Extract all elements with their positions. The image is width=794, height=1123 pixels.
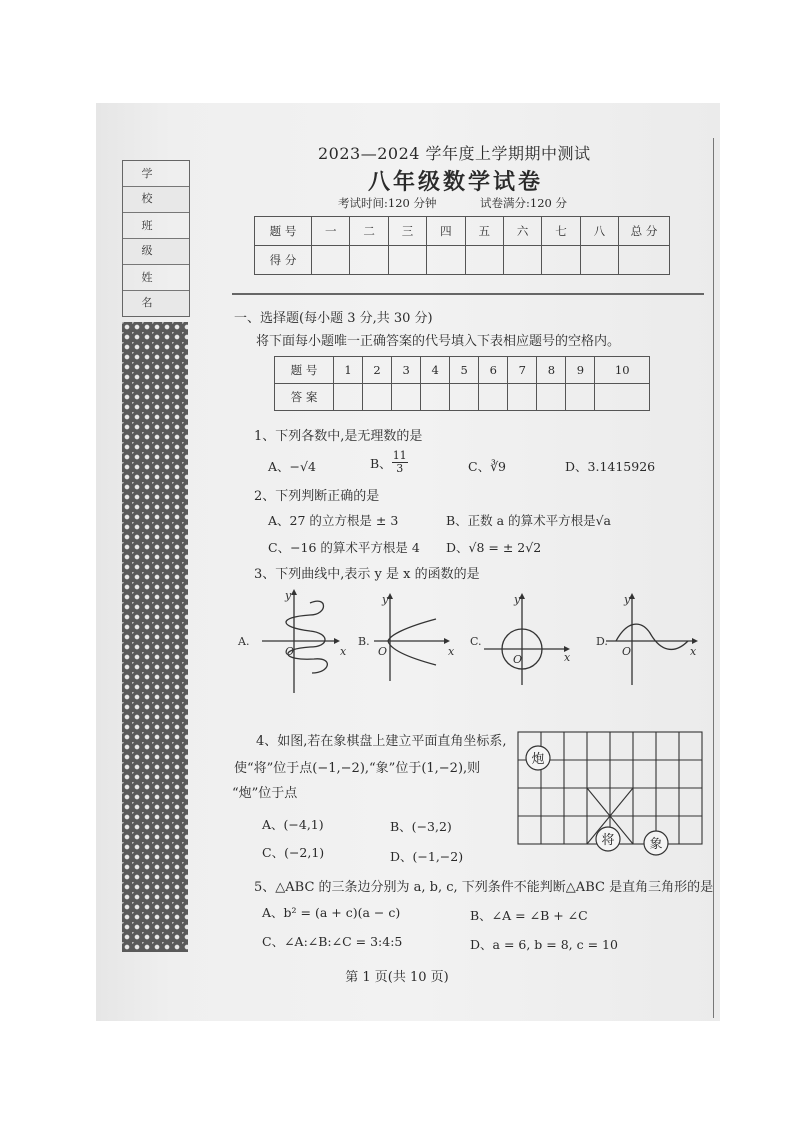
chess-piece-pao: [526, 746, 550, 770]
answer-input-cell[interactable]: [595, 384, 650, 411]
curve-b: [388, 619, 436, 665]
section-instruction: 将下面每小题唯一正确答案的代号填入下表相应题号的空格内。: [256, 334, 621, 349]
axis-x-label: x: [340, 645, 347, 658]
chess-piece-jiang: [596, 827, 620, 851]
q4-option-b[interactable]: B、(−3,2): [390, 819, 452, 834]
answer-table-cell: 7: [508, 357, 537, 384]
arrow-head: [692, 638, 698, 644]
graph-c-label: C.: [470, 635, 482, 648]
section-title: 一、选择题(每小题 3 分,共 30 分): [234, 311, 433, 326]
name-label: 姓 名: [123, 265, 189, 291]
answer-table-cell: 3: [392, 357, 421, 384]
answer-table-cell: 8: [537, 357, 566, 384]
score-table-cell: 一: [312, 217, 350, 246]
origin-label: O: [513, 653, 523, 666]
q5-option-d[interactable]: D、a = 6, b = 8, c = 10: [470, 937, 618, 952]
score-input-cell[interactable]: [542, 246, 580, 275]
score-input-cell[interactable]: [312, 246, 350, 275]
q2-option-b[interactable]: B、正数 a 的算术平方根是√a: [446, 513, 612, 528]
page-edge-line: [713, 138, 714, 1018]
axis-y-label: y: [514, 593, 521, 606]
score-table-cell: 八: [580, 217, 618, 246]
score-input-cell[interactable]: [388, 246, 426, 275]
arrow-head: [444, 638, 450, 644]
q4-line2: 使“将”位于点(−1,−2),“象”位于(1,−2),则: [234, 761, 481, 776]
piece-xiang-label: 象: [649, 837, 663, 852]
score-table-cell: 三: [388, 217, 426, 246]
q5-stem: 5、△ABC 的三条边分别为 a, b, c, 下列条件不能判断△ABC 是直角三角形的是: [254, 880, 714, 895]
answer-table-cell: 答 案: [275, 384, 334, 411]
q5-option-b[interactable]: B、∠A = ∠B + ∠C: [470, 908, 588, 923]
fraction-numerator: 11: [392, 449, 407, 462]
answer-input-cell[interactable]: [421, 384, 450, 411]
axis-y-label: y: [624, 593, 631, 606]
score-table-cell: 六: [503, 217, 541, 246]
q3-graphs: [230, 585, 710, 697]
answer-table-cell: 1: [334, 357, 363, 384]
q4-option-c[interactable]: C、(−2,1): [262, 845, 325, 860]
answer-input-cell[interactable]: [392, 384, 421, 411]
answer-input-cell[interactable]: [479, 384, 508, 411]
q4-line3: “炮”位于点: [232, 786, 298, 801]
score-input-cell[interactable]: [503, 246, 541, 275]
answer-table-cell: 2: [363, 357, 392, 384]
answer-table-cell: 5: [450, 357, 479, 384]
page-footer: 第 1 页(共 10 页): [345, 970, 449, 985]
score-table-cell: 五: [465, 217, 503, 246]
arrow-head: [334, 638, 340, 644]
graph-d-label: D.: [596, 635, 608, 648]
class-label: 班 级: [123, 213, 189, 239]
q2-option-c[interactable]: C、−16 的算术平方根是 4: [268, 540, 420, 555]
chess-piece-xiang: [644, 831, 668, 855]
origin-label: O: [622, 645, 632, 658]
answer-table-cell: 题 号: [275, 357, 334, 384]
q1-option-b-fraction: [392, 450, 408, 475]
score-table-cell: 总 分: [619, 217, 670, 246]
q5-option-a[interactable]: A、b² = (a + c)(a − c): [262, 905, 401, 920]
q2-stem: 2、下列判断正确的是: [254, 489, 380, 504]
curve-a: [286, 601, 327, 673]
q3-stem: 3、下列曲线中,表示 y 是 x 的函数的是: [254, 567, 480, 582]
binding-pattern: [122, 322, 188, 952]
origin-label: O: [378, 645, 388, 658]
q4-option-d[interactable]: D、(−1,−2): [390, 849, 464, 864]
answer-input-cell[interactable]: [566, 384, 595, 411]
answer-table-cell: 4: [421, 357, 450, 384]
score-table: [254, 216, 670, 275]
answer-table: [274, 356, 650, 411]
origin-label: O: [285, 645, 295, 658]
exam-time: 考试时间:120 分钟: [338, 196, 437, 210]
q5-option-c[interactable]: C、∠A:∠B:∠C = 3:4:5: [262, 934, 403, 949]
axis-x-label: x: [564, 651, 571, 664]
answer-input-cell[interactable]: [334, 384, 363, 411]
score-table-cell: 二: [350, 217, 388, 246]
fraction-denominator: 3: [396, 462, 404, 475]
q1-option-b-prefix: B、: [370, 455, 392, 471]
section-divider: [232, 293, 704, 295]
score-table-cell: 题 号: [255, 217, 312, 246]
chess-board-figure: [510, 724, 710, 860]
answer-input-cell[interactable]: [508, 384, 537, 411]
school-label: 学 校: [123, 161, 189, 187]
graph-b-label: B.: [358, 635, 370, 648]
q1-stem: 1、下列各数中,是无理数的是: [254, 429, 423, 444]
score-table-cell: 七: [542, 217, 580, 246]
answer-input-cell[interactable]: [363, 384, 392, 411]
score-input-cell[interactable]: [619, 246, 670, 275]
piece-jiang-label: 将: [601, 833, 615, 848]
answer-input-cell[interactable]: [537, 384, 566, 411]
score-input-cell[interactable]: [427, 246, 465, 275]
exam-subtitle: 八年级数学试卷: [368, 169, 544, 195]
q4-line1: 4、如图,若在象棋盘上建立平面直角坐标系,: [256, 734, 507, 749]
score-input-cell[interactable]: [465, 246, 503, 275]
axis-x-label: x: [690, 645, 697, 658]
graph-a-label: A.: [238, 635, 250, 648]
q4-option-a[interactable]: A、(−4,1): [262, 817, 324, 832]
piece-pao-label: 炮: [531, 752, 545, 767]
q2-option-d[interactable]: D、√8 = ± 2√2: [446, 540, 542, 555]
answer-table-cell: 10: [595, 357, 650, 384]
q1-option-c[interactable]: C、∛9: [468, 459, 506, 474]
score-input-cell[interactable]: [580, 246, 618, 275]
score-input-cell[interactable]: [350, 246, 388, 275]
q1-option-b[interactable]: [370, 450, 408, 475]
answer-input-cell[interactable]: [450, 384, 479, 411]
q2-option-a[interactable]: A、27 的立方根是 ± 3: [268, 513, 399, 528]
axis-y-label: y: [382, 593, 389, 606]
score-table-cell: 得 分: [255, 246, 312, 275]
answer-table-cell: 6: [479, 357, 508, 384]
axis-y-label: y: [285, 589, 292, 602]
q1-option-d[interactable]: D、3.1415926: [565, 459, 656, 474]
score-table-cell: 四: [427, 217, 465, 246]
exam-score: 试卷满分:120 分: [480, 196, 567, 210]
arrow-head: [291, 589, 297, 595]
student-info-box: [122, 160, 190, 317]
axis-x-label: x: [448, 645, 455, 658]
exam-title: 2023—2024 学年度上学期期中测试: [318, 144, 591, 163]
q1-option-a[interactable]: A、−√4: [268, 459, 316, 474]
answer-table-cell: 9: [566, 357, 595, 384]
